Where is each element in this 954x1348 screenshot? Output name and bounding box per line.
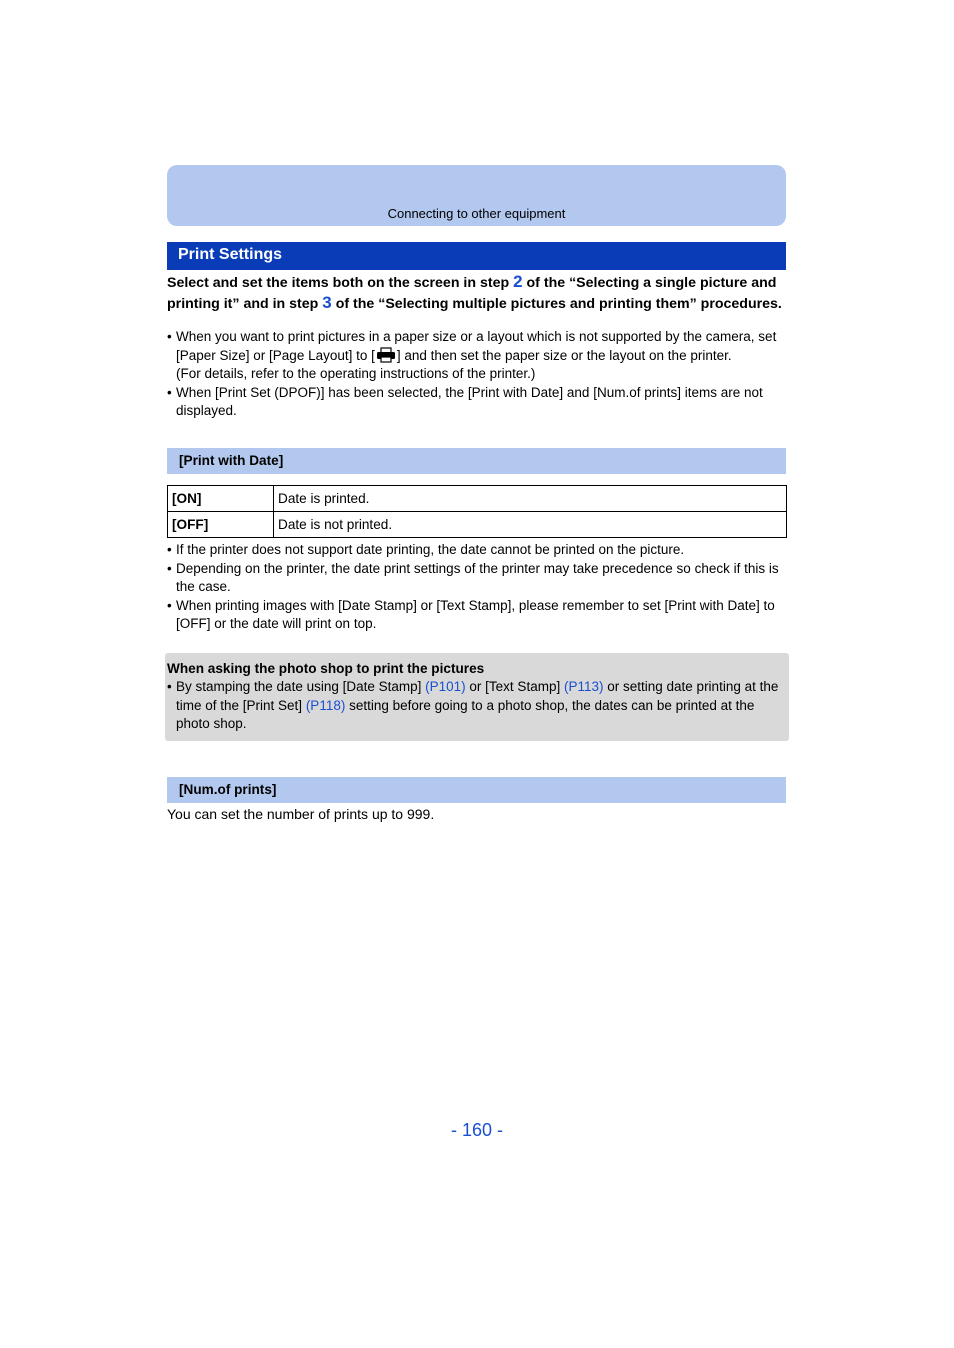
breadcrumb: Connecting to other equipment [387, 206, 566, 221]
intro-text-3: of the “Selecting multiple pictures and printing them” procedures. [331, 296, 782, 312]
print-with-date-notes [167, 541, 787, 634]
note-text: setting before going to a photo shop, the dates can be printed at the photo shop. [176, 697, 755, 731]
bullet: • [167, 679, 172, 694]
table-row [168, 512, 787, 538]
option-desc: Date is printed. [274, 486, 787, 512]
note-text: When you want to print pictures in a paper size or a layout which is not supported by the camera, set [Paper Size] or [Page Layout] to [ [176, 329, 777, 363]
list-item [167, 328, 787, 384]
intro-paragraph [167, 272, 786, 314]
note-text: or [Text Stamp] [465, 679, 564, 694]
list-item [167, 384, 787, 421]
step-number-2: 2 [513, 272, 523, 291]
page-link-p118[interactable]: (P118) [305, 697, 346, 713]
page-link-p113[interactable]: (P113) [563, 679, 604, 694]
bullet: • [167, 542, 172, 557]
section-title: Print Settings [167, 242, 786, 270]
list-item [167, 597, 787, 634]
page-link-p101[interactable]: (P101) [425, 679, 466, 694]
note-text: ] and then set the paper size or the layout on the printer. [396, 347, 732, 363]
bullet: • [167, 560, 172, 576]
bullet: • [167, 384, 172, 400]
printer-icon [375, 347, 397, 363]
option-desc: Date is not printed. [274, 512, 787, 538]
photo-shop-title: When asking the photo shop to print the pictures [167, 661, 485, 676]
bullet: • [167, 597, 172, 613]
table-row [168, 486, 787, 512]
note-text: By stamping the date using [Date Stamp] [176, 679, 426, 694]
option-key: [ON] [168, 486, 274, 512]
page-number: - 160 - [450, 1120, 504, 1140]
bullet: • [167, 329, 172, 344]
intro-text-1: Select and set the items both on the screen in step [167, 275, 514, 291]
print-with-date-heading: [Print with Date] [167, 448, 786, 474]
step-number-3: 3 [322, 293, 332, 312]
note-text: If the printer does not support date printing, the date cannot be printed on the picture. [176, 542, 685, 557]
note-text: or setting date printing at the time of the [Print Set] [176, 679, 779, 713]
list-item [167, 560, 787, 597]
print-settings-notes [167, 328, 787, 421]
note-text: When [Print Set (DPOF)] has been selected, the [Print with Date] and [Num.of prints] items are not displayed. [176, 384, 763, 418]
header-band [167, 165, 786, 226]
note-text: (For details, refer to the operating instructions of the printer.) [176, 366, 536, 381]
note-text: Depending on the printer, the date print settings of the printer may take precedence so check if this is the case. [176, 560, 779, 594]
intro-text-2: of the “Selecting a single picture and printing it” and in step [167, 275, 777, 312]
list-item [167, 678, 787, 734]
num-of-prints-heading: [Num.of prints] [167, 777, 786, 803]
photo-shop-notes [167, 678, 787, 734]
note-text: When printing images with [Date Stamp] or [Text Stamp], please remember to set [Print with Date] to [OFF] or the date will print on top. [176, 597, 775, 631]
print-with-date-table [167, 485, 787, 538]
list-item [167, 541, 787, 560]
option-key: [OFF] [168, 512, 274, 538]
num-of-prints-text: You can set the number of prints up to 999. [167, 806, 435, 822]
